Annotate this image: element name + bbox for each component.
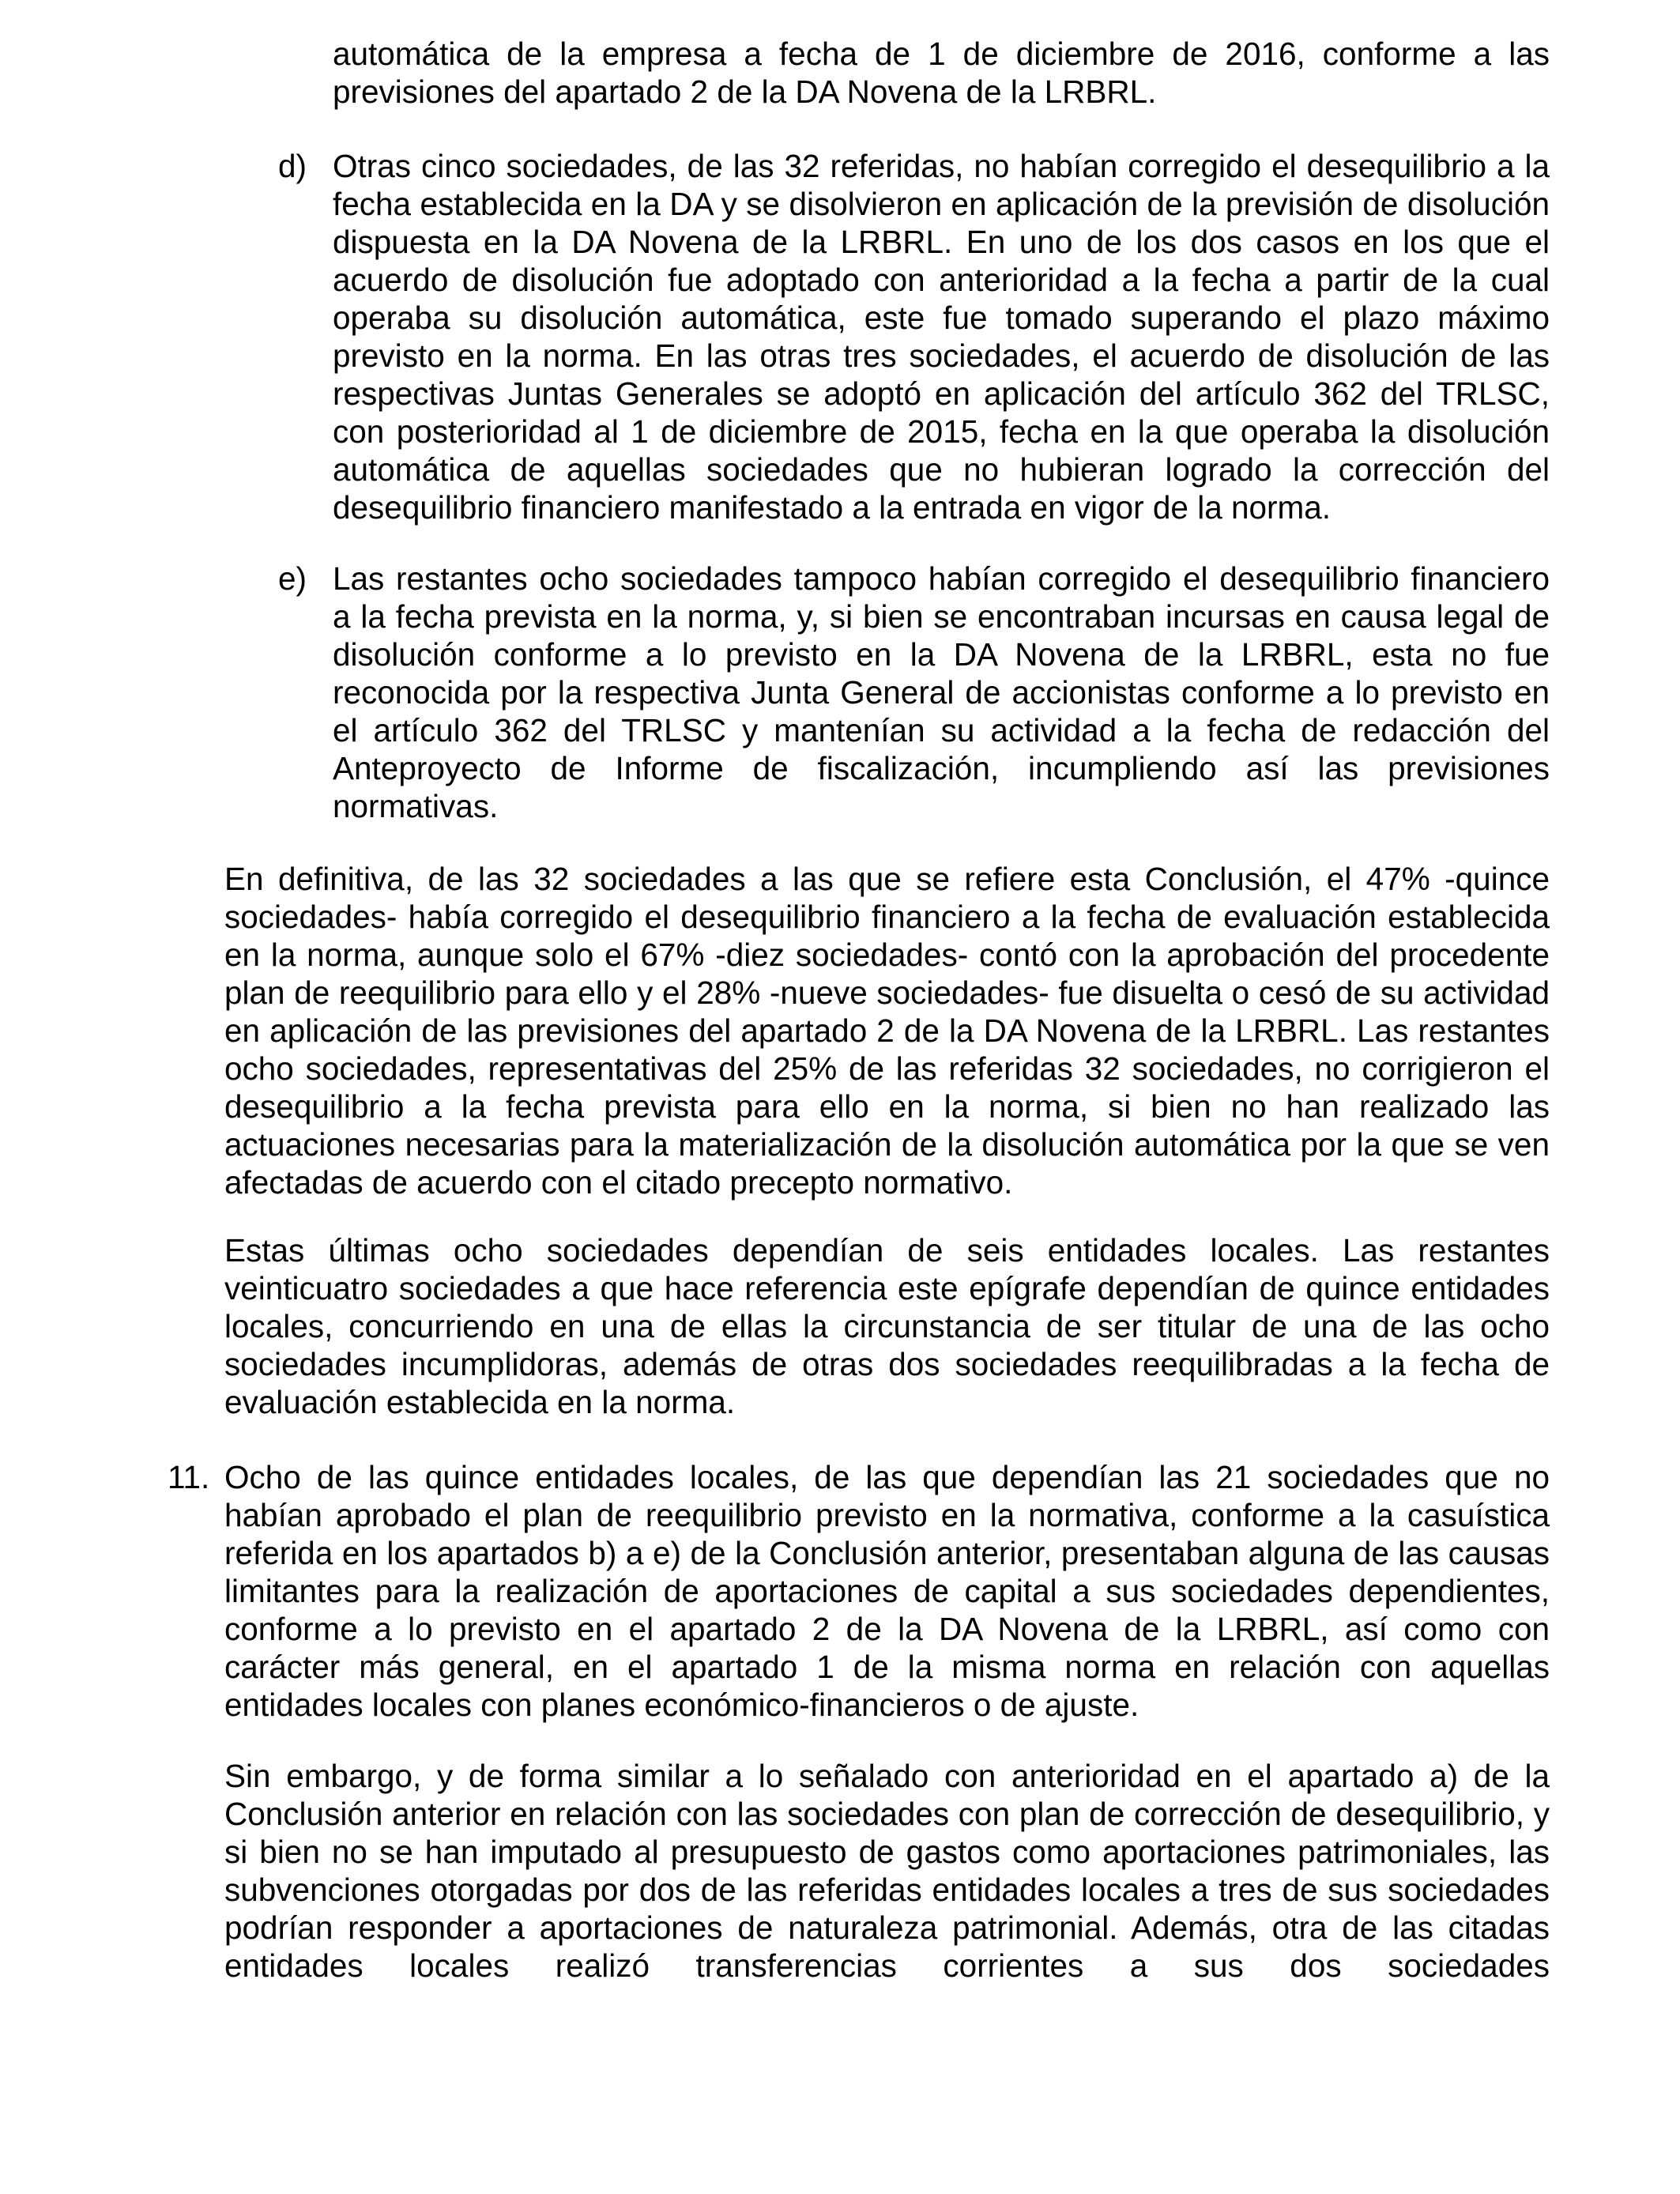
item-d-marker: d): [278, 148, 307, 184]
paragraph-estas-ultimas: Estas últimas ocho sociedades dependían de seis entidades locales. Las restantes veinticuatro sociedades a que hace referencia este epígrafe dependían de quince entidades locales, concurriendo en una de ellas la circunstancia de ser titular de una de las ocho sociedades incumplidoras, además de otras dos sociedades reequilibradas a la fecha de evaluación establecida en la norma.: [224, 1232, 1550, 1420]
item-11-marker: 11.: [168, 1459, 210, 1495]
paragraph-en-definitiva: En definitiva, de las 32 sociedades a las que se refiere esta Conclusión, el 47% -quince sociedades- había corregido el desequilibrio financiero a la fecha de evaluación establecida en la norma, aunque solo el 67% -diez sociedades- contó con la aprobación del procedente plan de reequilibrio para ello y el 28% -nueve sociedades- fue disuelta o cesó de su actividad en aplicación de las previsiones del apartado 2 de la DA Novena de la LRBRL. Las restantes ocho sociedades, representativas del 25% de las referidas 32 sociedades, no corrigieron el desequilibrio a la fecha prevista para ello en la norma, si bien no han realizado las actuaciones necesarias para la materialización de la disolución automática por la que se ven afectadas de acuerdo con el citado precepto normativo.: [224, 861, 1550, 1201]
item-e-text: Las restantes ocho sociedades tampoco habían corregido el desequilibrio financiero a la fecha prevista en la norma, y, si bien se encontraban incursas en causa legal de disolución conforme a lo previsto en la DA Novena de la LRBRL, esta no fue reconocida por la respectiva Junta General de accionistas conforme a lo previsto en el artículo 362 del TRLSC y mantenían su actividad a la fecha de redacción del Anteproyecto de Informe de fiscalización, incumpliendo así las previsiones normativas.: [333, 560, 1550, 824]
continuation-paragraph: automática de la empresa a fecha de 1 de diciembre de 2016, conforme a las previsiones del apartado 2 de la DA Novena de la LRBRL.: [333, 36, 1550, 110]
paragraph-sin-embargo: Sin embargo, y de forma similar a lo señalado con anterioridad en el apartado a) de la Conclusión anterior en relación con las sociedades con plan de corrección de desequilibrio, y si bien no se han imputado al presupuesto de gastos como aportaciones patrimoniales, las subvenciones otorgadas por dos de las referidas entidades locales a tres de sus sociedades podrían responder a aportaciones de naturaleza patrimonial. Además, otra de las citadas entidades locales realizó transferencias corrientes a sus dos sociedades: [224, 1758, 1550, 1984]
item-11-text: Ocho de las quince entidades locales, de las que dependían las 21 sociedades que no habían aprobado el plan de reequilibrio previsto en la normativa, conforme a la casuística referida en los apartados b) a e) de la Conclusión anterior, presentaban alguna de las causas limitantes para la realización de aportaciones de capital a sus sociedades dependientes, conforme a lo previsto en el apartado 2 de la DA Novena de la LRBRL, así como con carácter más general, en el apartado 1 de la misma norma en relación con aquellas entidades locales con planes económico-financieros o de ajuste.: [224, 1459, 1550, 1723]
item-d-text: Otras cinco sociedades, de las 32 referidas, no habían corregido el desequilibrio a la fecha establecida en la DA y se disolvieron en aplicación de la previsión de disolución dispuesta en la DA Novena de la LRBRL. En uno de los dos casos en los que el acuerdo de disolución fue adoptado con anterioridad a la fecha a partir de la cual operaba su disolución automática, este fue tomado superando el plazo máximo previsto en la norma. En las otras tres sociedades, el acuerdo de disolución de las respectivas Juntas Generales se adoptó en aplicación del artículo 362 del TRLSC, con posterioridad al 1 de diciembre de 2015, fecha en la que operaba la disolución automática de aquellas sociedades que no hubieran logrado la corrección del desequilibrio financiero manifestado a la entrada en vigor de la norma.: [333, 148, 1550, 526]
item-e-marker: e): [278, 560, 307, 597]
